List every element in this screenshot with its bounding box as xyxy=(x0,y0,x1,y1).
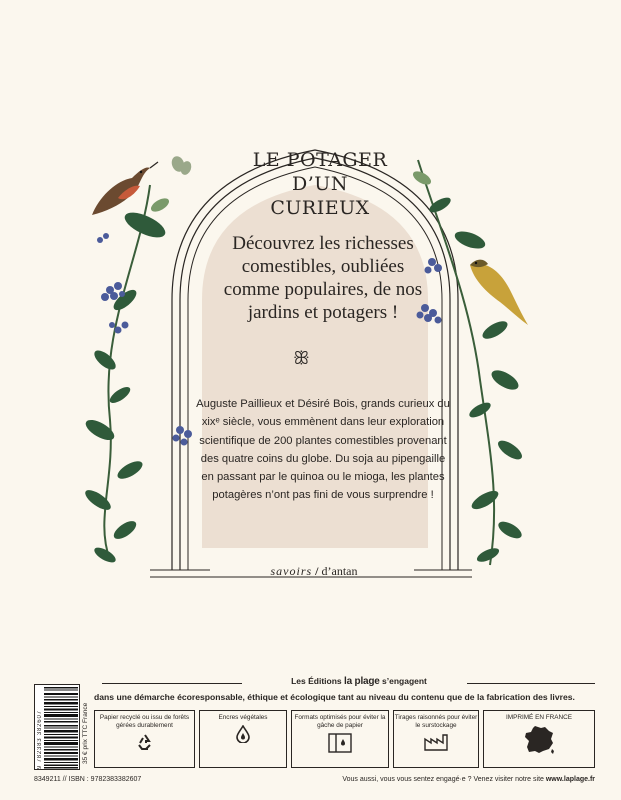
book-title xyxy=(240,148,400,220)
paper-format-icon xyxy=(328,733,352,753)
factory-icon xyxy=(424,733,448,751)
badge-vegetable-ink xyxy=(199,710,287,768)
badge-label: Encres végétales xyxy=(218,714,268,721)
barcode-bars xyxy=(44,687,78,769)
badge-optimized-format xyxy=(291,710,389,768)
collection-name xyxy=(214,564,414,579)
price-label: 35 € prix TTC France xyxy=(82,702,89,764)
tagline: Découvrez les richesses comestibles, oubliées comme populaires, de nos jardins et potagers ! xyxy=(223,233,423,323)
isbn-line: 8349211 // ISBN : 9782383382607 xyxy=(34,776,142,783)
badge-recycled-paper xyxy=(94,710,195,768)
france-map-icon xyxy=(523,725,555,755)
left-vine xyxy=(82,185,171,565)
book-description: Auguste Paillieux et Désiré Bois, grands curieux du xixᵉ siècle, vous emmènent dans leur exploration scientifique de 200 plantes comestibles provenant des quatre coins du globe. Du soja au pipengaille en passant par le quinoa ou le mioga, les plantes potagères n’ont pas fini de vous surprendre ! xyxy=(196,398,450,502)
engage-heading xyxy=(234,676,484,687)
collection-separator: / xyxy=(315,564,319,578)
title-line-1: LE POTAGER xyxy=(252,149,388,171)
barcode-digits: 9 782383 382607 xyxy=(37,710,43,769)
publisher-footer xyxy=(34,676,595,772)
website-note xyxy=(330,776,595,783)
engage-suffix: s’engagent xyxy=(379,676,427,686)
leaf-ornament-icon: ꕥ xyxy=(293,348,310,369)
website-prefix: Vous aussi, vous vous sentez engagé·e ? Venez visiter notre site xyxy=(342,776,546,783)
ink-drop-icon xyxy=(236,725,250,743)
badge-reasoned-print xyxy=(393,710,479,768)
badge-label: Papier recyclé ou issu de forêts gérées durablement xyxy=(99,714,190,729)
badge-made-in-france xyxy=(483,710,595,768)
collection-part-b: d’antan xyxy=(321,564,358,578)
collection-part-a: savoirs xyxy=(270,564,313,578)
website-link[interactable]: www.laplage.fr xyxy=(545,776,595,783)
left-flowers xyxy=(97,233,192,446)
recycle-icon xyxy=(136,733,154,751)
left-bird xyxy=(92,162,158,215)
publisher-brand: la plage xyxy=(344,676,380,687)
engage-statement: dans une démarche écoresponsable, éthique et écologique tant au niveau du contenu que de la fabrication des livres. xyxy=(94,692,575,702)
badge-label: Tirages raisonnés pour éviter le surstockage xyxy=(394,714,478,729)
right-bird xyxy=(470,260,528,325)
badge-label: IMPRIMÉ EN FRANCE xyxy=(505,714,573,721)
butterfly xyxy=(170,154,193,176)
engage-prefix: Les Éditions xyxy=(291,676,345,686)
badge-label: Formats optimisés pour éviter la gâche de papier xyxy=(294,714,386,729)
barcode xyxy=(34,684,80,770)
title-line-2: D’UN CURIEUX xyxy=(270,173,370,219)
